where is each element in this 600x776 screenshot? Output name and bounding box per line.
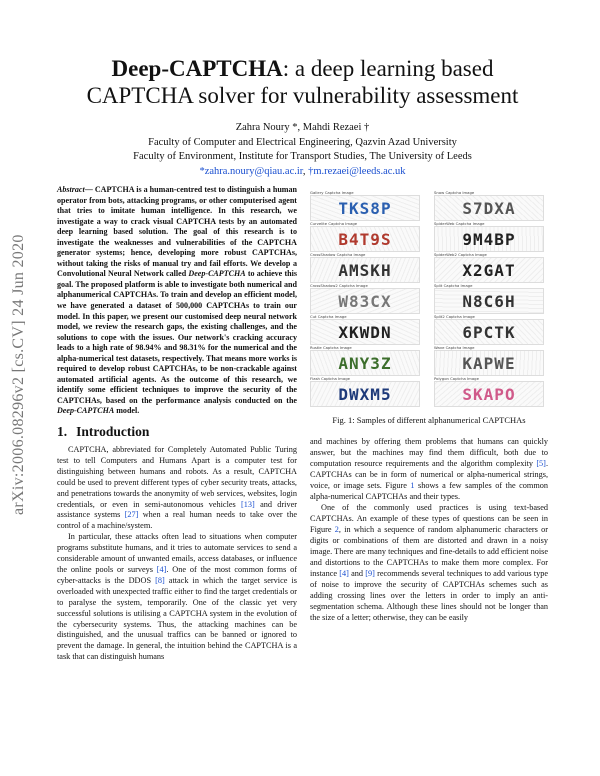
- captcha-sample-label: SpiderWeb2 Captcha Image: [434, 252, 487, 257]
- email-link-1[interactable]: *zahra.noury@qiau.ac.ir: [199, 165, 303, 177]
- arxiv-identifier: arXiv:2006.08296v2 [cs.CV] 24 Jun 2020: [10, 234, 27, 516]
- intro-paragraph-1: [57, 445, 297, 532]
- section-heading: [57, 424, 297, 440]
- captcha-sample-label: Wave Captcha Image: [434, 345, 475, 350]
- captcha-sample-label: Curvelite Captcha Image: [310, 221, 358, 226]
- captcha-sample: [310, 314, 420, 345]
- captcha-sample-label: Gallery Captcha Image: [310, 190, 354, 195]
- right-p2-text-c: and: [348, 568, 366, 578]
- captcha-sample-label: Cut Captcha Image: [310, 314, 347, 319]
- captcha-image: XKWDN: [310, 319, 420, 345]
- intro-p2-text-a: In particular, these attacks often lead to situations when computer programs substitute humans, and it tries to automate services to send a considerable amount of unwanted emails, access databases, or influence the online pools or surveys: [57, 532, 297, 574]
- captcha-sample: [310, 283, 420, 314]
- citation-link[interactable]: [4]: [156, 565, 167, 574]
- captcha-image: W83CX: [310, 288, 420, 314]
- captcha-image: S7DXA: [434, 195, 544, 221]
- right-p2-text-a: One of the commonly used practices is using text-based CAPTCHAs. An example of these types of questions can be seen in Figure: [310, 503, 548, 535]
- captcha-sample: [434, 190, 544, 221]
- captcha-sample: [310, 252, 420, 283]
- affiliation-1: Faculty of Computer and Electrical Engineering, Qazvin Azad University: [148, 136, 457, 148]
- right-p1-text-b: . CAPTCHAs can be in form of numerical or alpha-numerical strings, voice, or image sets. Figure: [310, 458, 548, 490]
- intro-paragraph-2: [57, 532, 297, 663]
- captcha-sample: [434, 221, 544, 252]
- right-paragraph-2: [310, 503, 548, 623]
- intro-p1-text-a: CAPTCHA, abbreviated for Completely Automated Public Turing test to tell Computers and Humans Apart is a computer test for distinguishing between humans and robots. As a result, CAPTCHA could be used to prevent different types of cyber security treats, attacks, and penetrations towards the anonymity of web services, websites, login credentials, or even in semi-autonomous vehicles: [57, 445, 297, 509]
- captcha-sample: [434, 252, 544, 283]
- captcha-image: KAPWE: [434, 350, 544, 376]
- captcha-sample-label: Polygon Captcha Image: [434, 376, 479, 381]
- captcha-sample: [434, 376, 544, 407]
- captcha-sample-label: Flash Captcha Image: [310, 376, 350, 381]
- captcha-image: B4T9S: [310, 226, 420, 252]
- affiliation-2: Faculty of Environment, Institute for Transport Studies, The University of Leeds: [133, 151, 472, 162]
- captcha-sample: [434, 314, 544, 345]
- captcha-sample-label: Split2 Captcha Image: [434, 314, 475, 319]
- email-separator: ,: [302, 165, 309, 177]
- captcha-sample-label: Rustle Captcha Image: [310, 345, 352, 350]
- captcha-image: X2GAT: [434, 257, 544, 283]
- right-p1-text-a: and machines by offering them problems that humans can quickly answer, but the machines may find them difficult, both due to computation resource requirements and the algorithm complexity: [310, 437, 548, 468]
- email-link-2[interactable]: †m.rezaei@leeds.ac.uk: [308, 165, 406, 177]
- captcha-image: ANY3Z: [310, 350, 420, 376]
- abstract-em-2: Deep-CAPTCHA: [57, 406, 115, 416]
- captcha-image: DWXM5: [310, 381, 420, 407]
- abstract-em-1: Deep-CAPTCHA: [188, 269, 246, 279]
- citation-link[interactable]: [13]: [241, 499, 255, 509]
- right-paragraph-1: [310, 437, 548, 502]
- emails: [60, 165, 545, 180]
- captcha-image: AMSKH: [310, 257, 420, 283]
- citation-link[interactable]: [5]: [536, 458, 546, 468]
- captcha-sample-label: CrossShadow2 Captcha Image: [310, 283, 368, 288]
- right-column: [310, 437, 548, 623]
- figure-caption: Fig. 1: Samples of different alphanumerical CAPTCHAs: [332, 415, 526, 425]
- abstract: [57, 185, 297, 417]
- intro-p1-text-c: when a real human needs to take over the control of a machine/system.: [57, 510, 297, 531]
- captcha-sample-label: Split Captcha Image: [434, 283, 473, 288]
- citation-link[interactable]: [27]: [124, 510, 139, 520]
- right-p2-text-d: recommends several techniques to add various type of noise to improve the security of CAPTCHAs schemes such as adding crossing lines over the letters in order to imply an anti-segmentation schema. Although these lines should not be longer than the size of a letter; otherwise, they can be easily: [310, 568, 548, 622]
- title-bold-part: Deep-CAPTCHA: [111, 56, 283, 81]
- citation-link[interactable]: [8]: [155, 575, 165, 585]
- citation-link[interactable]: [9]: [365, 568, 375, 578]
- captcha-image: TKS8P: [310, 195, 420, 221]
- abstract-text-c: model.: [114, 406, 140, 416]
- captcha-sample: [434, 283, 544, 314]
- intro-p1-text-b: and driver assistance systems: [57, 499, 297, 520]
- abstract-label: Abstract: [57, 185, 85, 194]
- captcha-sample-label: Snow Captcha Image: [434, 190, 475, 195]
- figure-link[interactable]: 2: [334, 525, 339, 535]
- section-number: 1.: [57, 424, 68, 440]
- figure-link[interactable]: 1: [410, 480, 415, 490]
- captcha-sample: [310, 376, 420, 407]
- right-p2-text-b: , in which a sequence of random alphanumeric characters or digits or combinations of them are distorted and drawn in a noisy image. There are many techniques and fine-details to add efficient noise and distortions to the CAPTCHAs to make them more complex. For instance: [310, 525, 548, 578]
- abstract-dash: —: [84, 185, 95, 194]
- author-names: Zahra Noury *, Mahdi Rezaei †: [235, 122, 370, 133]
- captcha-sample: [310, 345, 420, 376]
- title-line2: CAPTCHA solver for vulnerability assessment: [86, 83, 519, 108]
- paper-title: [60, 55, 545, 109]
- right-p1-text-c: shows a few samples of the common alpha-numerical CAPTCHAs and their types.: [310, 480, 549, 501]
- author-block: [60, 121, 545, 179]
- section-title: Introduction: [76, 424, 150, 440]
- title-line1-rest: : a deep learning based: [282, 56, 494, 81]
- captcha-samples-figure: [310, 190, 548, 410]
- captcha-sample-label: SpiderWeb Captcha Image: [434, 221, 485, 226]
- abstract-text-a: CAPTCHA is a human-centred test to distinguish a human operator from bots, attacking programs, or other computerised agent that tries to imitate human intelligence. In this research, we investigate a way to crack visual CAPTCHA tests by an automated deep learning based solution. The goal of this research is to investigate the weaknesses and vulnerabilities of the CAPTCHA generator systems; hence, developing more robust CAPTCHAs, without taking the risks of manual try and fail efforts. We develop a Convolutional Neural Network called: [57, 185, 297, 279]
- captcha-sample-label: CrossShadow Captcha Image: [310, 252, 366, 257]
- captcha-image: N8C6H: [434, 288, 544, 314]
- captcha-sample: [310, 190, 420, 221]
- intro-p2-text-c: attack in which the target service is overloaded with unexpected traffic either to find the target credentials or to paralyse the system, temporarily. One of the classic yet very successful solutions is utilising a CAPTCHA system in the evolution of the cybersecurity systems. Thus, the attacking machines can be distinguished, and the unusual traffics can be banned or ignored to prevent the damage. In general, the intuition behind the CAPTCHA is a task that can distinguish humans: [57, 575, 297, 662]
- captcha-sample: [310, 221, 420, 252]
- intro-p2-text-b: . One of the most common forms of cyber-attacks is the DDOS: [57, 565, 298, 585]
- left-column: [57, 185, 297, 663]
- citation-link[interactable]: [4]: [339, 568, 349, 578]
- captcha-image: SKAPO: [434, 381, 544, 407]
- captcha-sample: [434, 345, 544, 376]
- abstract-text-b: to achieve this goal. The proposed platform is able to investigate both numerical and alphanumerical CAPTCHAs. To train and develop an efficient model, we have generated a dataset of 500,000 CAPTCHAs to train our model. In this paper, we present our customised deep neural network model, we review the research gaps, the existing challenges, and the solutions to cope with the issues. Our network's cracking accuracy leads to a high rate of 98.94% and 98.31% for the numerical and the alpha-numerical test datasets, respectively. That means more works is required to develop robust CAPTCHAs, to be non-crackable against automated artificial agents. As the outcome of this research, we identify some efficient techniques to improve the security of the CAPTCHAs, based on the performance analysis conducted on the: [57, 269, 298, 405]
- captcha-image: 6PCTK: [434, 319, 544, 345]
- captcha-image: 9M4BP: [434, 226, 544, 252]
